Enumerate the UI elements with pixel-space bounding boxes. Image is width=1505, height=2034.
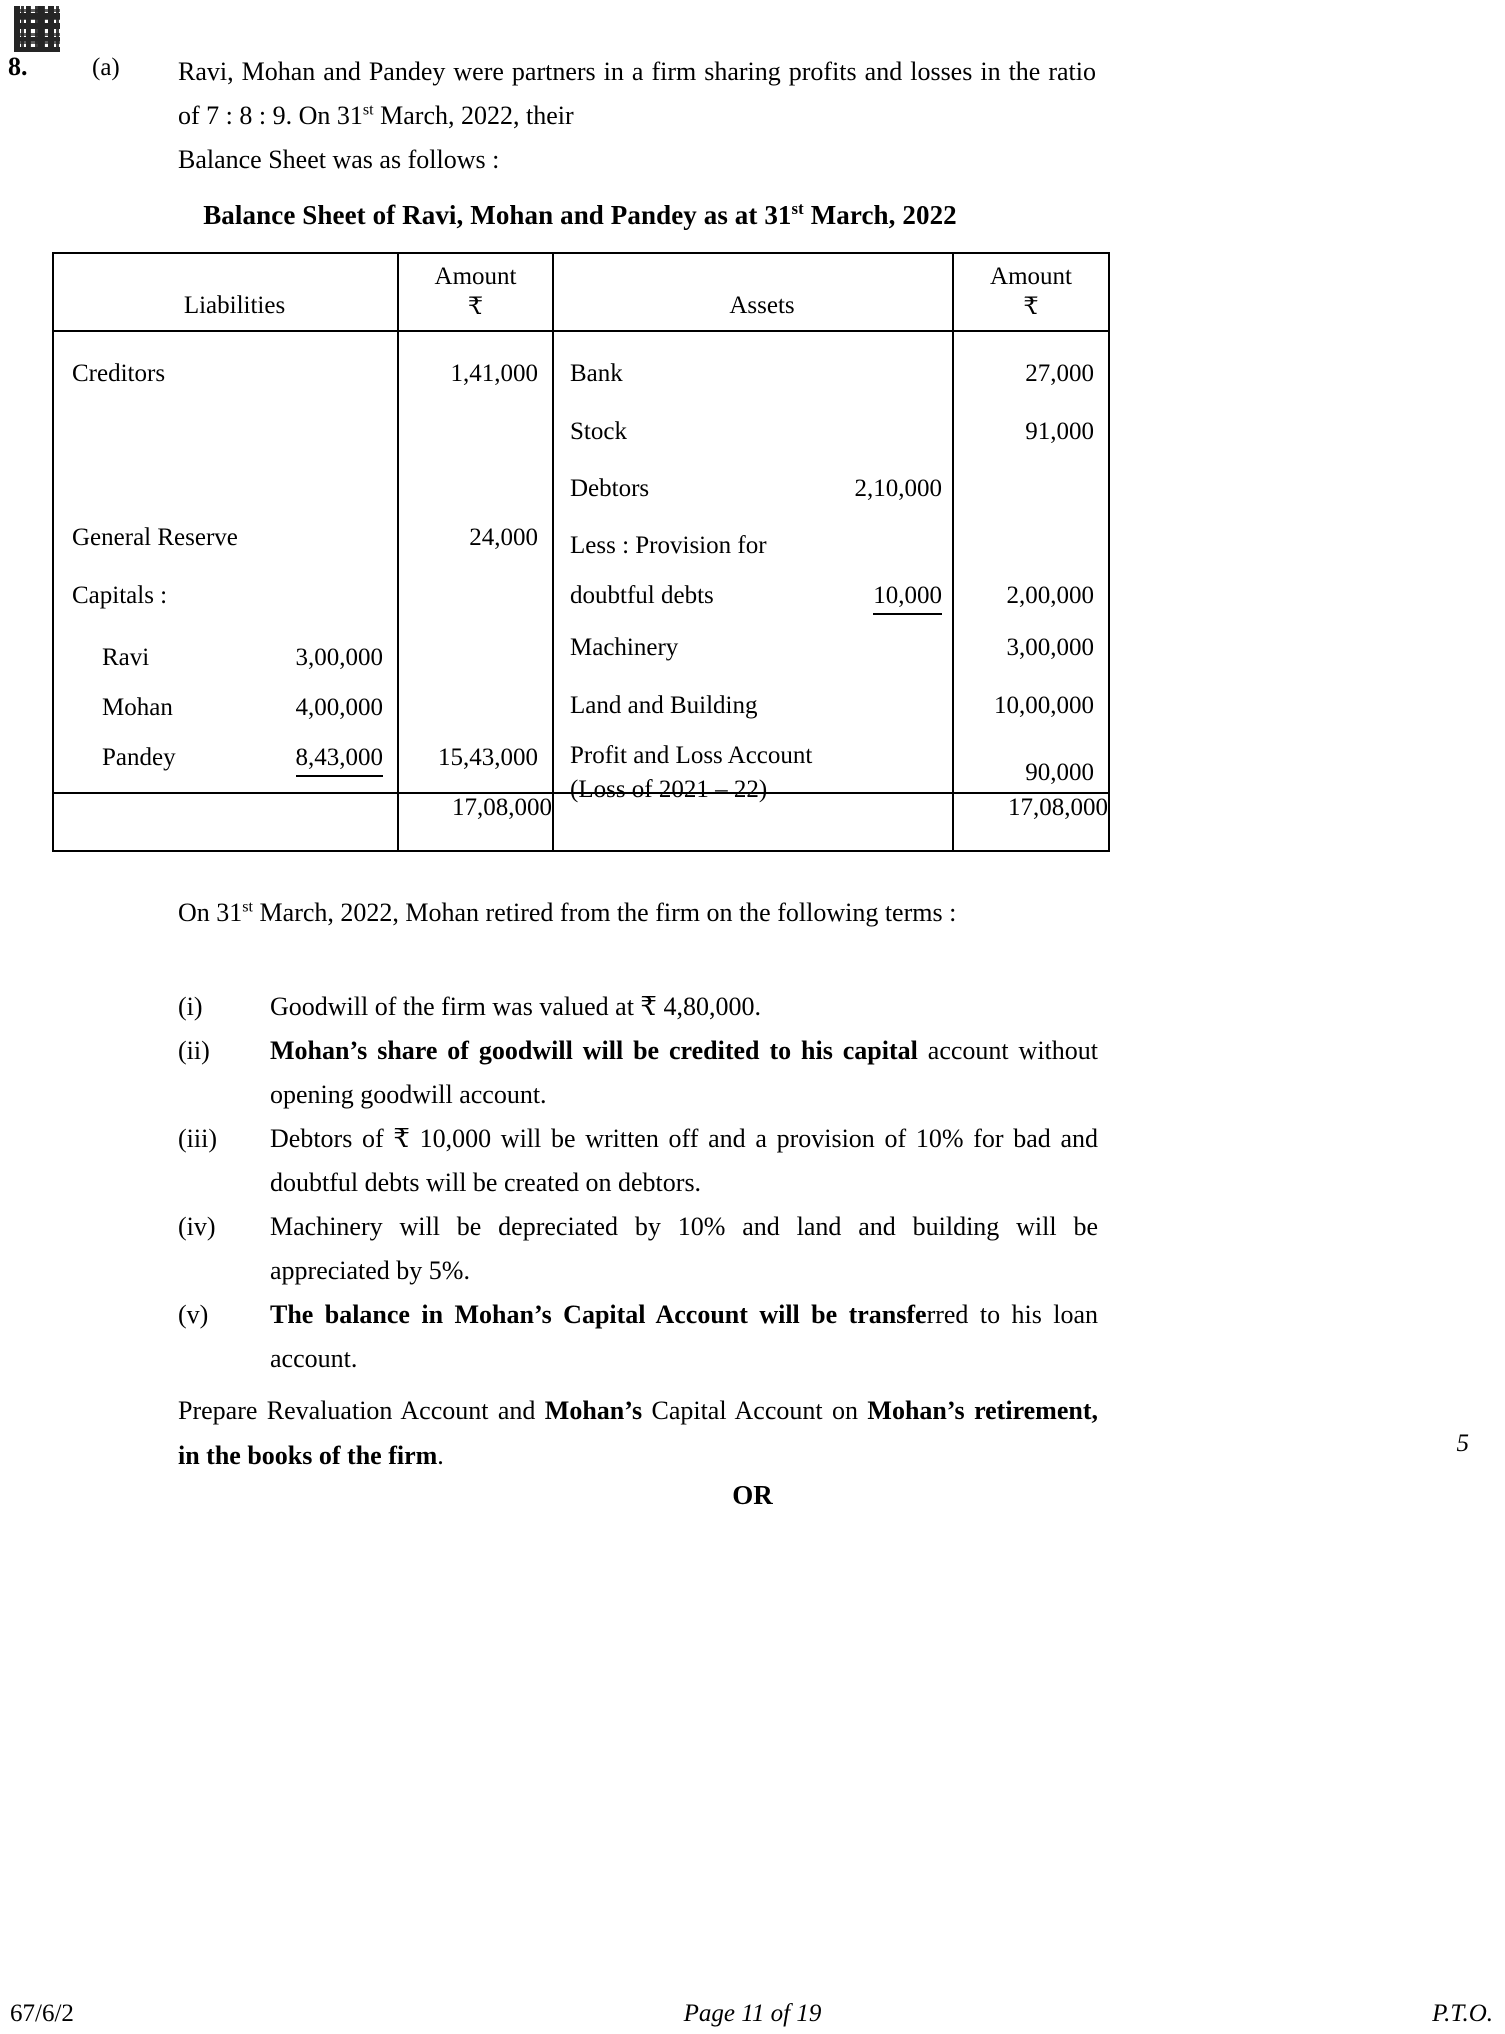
- header-amount-left-line1: Amount: [434, 263, 517, 290]
- liability-label-capitals: Capitals :: [72, 582, 168, 609]
- header-assets: [553, 253, 953, 331]
- header-amount-left: [398, 253, 553, 331]
- liability-label-general-reserve: General Reserve: [72, 524, 238, 551]
- asset-sublabel-profit-loss: (Loss of 2021 – 22): [570, 776, 768, 803]
- asset-amount-profit-loss: 90,000: [1025, 759, 1094, 786]
- footer-ptо-label: P.T.O.: [1432, 2000, 1493, 2027]
- asset-label-less-provision: Less : Provision for: [570, 532, 767, 559]
- balance-sheet-title: [50, 200, 1110, 231]
- question-number: 8.: [8, 52, 28, 81]
- footer-page-number: Page 11 of 19: [683, 2000, 822, 2027]
- liability-label-pandey: Pandey: [102, 744, 176, 771]
- bs-title-b: March, 2022: [803, 200, 957, 230]
- term-roman-iv: (iv): [178, 1212, 216, 1241]
- liability-inner-amount-ravi: 3,00,000: [295, 644, 383, 671]
- asset-label-stock: Stock: [570, 418, 627, 445]
- liabilities-cell: [53, 331, 398, 793]
- term-text-i: Goodwill of the firm was valued at ₹ 4,80,000.: [270, 992, 761, 1021]
- assets-cell: [553, 331, 953, 803]
- terms-list: [178, 985, 1098, 1381]
- liability-inner-amount-pandey: 8,43,000: [296, 744, 384, 777]
- prepare-seg-1: Prepare Revaluation Account and: [178, 1396, 545, 1425]
- asset-amount-stock: 91,000: [1025, 418, 1094, 445]
- term-bold-ii: Mohan’s share of goodwill will be credited to his capital: [270, 1036, 918, 1065]
- header-assets-label: Assets: [729, 292, 795, 319]
- intro-ordinal-suffix: st: [362, 101, 374, 119]
- liability-amount-capitals-total: 15,43,000: [438, 744, 538, 771]
- prepare-bold-2: Mohan’s retirement, in the books of the firm: [178, 1396, 1098, 1470]
- question-part-label: (a): [92, 54, 120, 81]
- header-liabilities-label: Liabilities: [183, 292, 286, 319]
- header-amount-right-currency: ₹: [1023, 294, 1039, 320]
- term-rest-v: rred to his loan account.: [270, 1300, 1098, 1373]
- prepare-seg-2: Capital Account on: [642, 1396, 868, 1425]
- term-roman-i: (i): [178, 992, 203, 1021]
- liability-label-creditors: Creditors: [72, 360, 166, 387]
- asset-label-machinery: Machinery: [570, 634, 679, 661]
- asset-amount-debtors-net: 2,00,000: [1006, 582, 1094, 609]
- asset-amount-land-building: 10,00,000: [994, 692, 1094, 719]
- table-header-row: [53, 253, 1109, 331]
- intro-line-3: Balance Sheet was as follows :: [178, 145, 500, 174]
- asset-amount-bank: 27,000: [1025, 360, 1094, 387]
- or-separator: OR: [732, 1480, 773, 1510]
- total-left-blank: [53, 793, 398, 851]
- term-roman-ii: (ii): [178, 1036, 210, 1065]
- term-roman-iii: (iii): [178, 1124, 217, 1153]
- liability-amount-general-reserve: 24,000: [469, 524, 538, 551]
- intro-line-2a: and losses in the ratio of 7 : 8 : 9. On 31: [178, 57, 1097, 130]
- qr-code-icon: [14, 6, 60, 52]
- asset-label-bank: Bank: [570, 360, 623, 387]
- retirement-line-b: March, 2022, Mohan retired from the firm on the following: [253, 898, 879, 927]
- liability-amount-creditors: 1,41,000: [450, 360, 538, 387]
- intro-line-1: Ravi, Mohan and Pandey were partners in a firm sharing profits: [178, 57, 857, 86]
- retirement-ordinal: st: [242, 898, 254, 916]
- asset-amount-machinery: 3,00,000: [1006, 634, 1094, 661]
- asset-label-profit-loss: Profit and Loss Account: [570, 742, 813, 769]
- term-roman-v: (v): [178, 1300, 209, 1329]
- term-item-ii: [178, 1029, 1098, 1117]
- bs-title-ordinal: st: [791, 199, 804, 218]
- liabilities-amount-cell: [398, 331, 553, 793]
- question-intro: [178, 50, 1096, 182]
- total-left-amount: 17,08,000: [398, 793, 553, 851]
- term-text-iii: Debtors of ₹ 10,000 will be written off and a provision of 10% for bad and doubtful debts will be created on debtors.: [270, 1124, 1098, 1197]
- liability-label-mohan: Mohan: [102, 694, 173, 721]
- prepare-instruction: [178, 1388, 1098, 1478]
- bs-title-a: Balance Sheet of Ravi, Mohan and Pandey as at 31: [203, 200, 792, 230]
- asset-label-land-building: Land and Building: [570, 692, 758, 719]
- table-body-row: [53, 331, 1109, 793]
- retirement-line-a: On 31: [178, 898, 243, 927]
- asset-inner-amount-debtors: 2,10,000: [854, 475, 942, 502]
- term-rest-ii: account without opening goodwill account.: [270, 1036, 1098, 1109]
- header-amount-right-line1: Amount: [990, 263, 1072, 290]
- asset-label-doubtful-debts: doubtful debts: [570, 582, 714, 609]
- asset-label-debtors: Debtors: [570, 475, 650, 502]
- retirement-intro: [178, 890, 1096, 936]
- retirement-line-2: terms :: [884, 898, 957, 927]
- prepare-bold-1: Mohan’s: [544, 1396, 643, 1425]
- marks-value: 5: [1456, 1430, 1469, 1457]
- header-liabilities: [53, 253, 398, 331]
- total-right-amount: 17,08,000: [953, 793, 1109, 851]
- asset-inner-amount-provision: 10,000: [873, 582, 942, 615]
- term-bold-v: The balance in Mohan’s Capital Account will be transfe: [270, 1300, 927, 1329]
- balance-sheet-table: [52, 252, 1110, 852]
- liability-label-ravi: Ravi: [102, 644, 150, 671]
- assets-amount-cell: [953, 331, 1109, 793]
- term-text-iv: Machinery will be depreciated by 10% and land and building will be appreciated by 5%.: [270, 1212, 1098, 1285]
- intro-line-2b: March, 2022, their: [373, 101, 574, 130]
- prepare-seg-3: .: [437, 1441, 444, 1470]
- liability-inner-amount-mohan: 4,00,000: [295, 694, 383, 721]
- term-item-iv: [178, 1205, 1098, 1293]
- term-item-iii: [178, 1117, 1098, 1205]
- term-item-v: [178, 1293, 1098, 1381]
- header-amount-right: [953, 253, 1109, 331]
- term-item-i: [178, 985, 1098, 1029]
- footer-paper-code: 67/6/2: [10, 2000, 74, 2027]
- header-amount-left-currency: ₹: [467, 294, 484, 320]
